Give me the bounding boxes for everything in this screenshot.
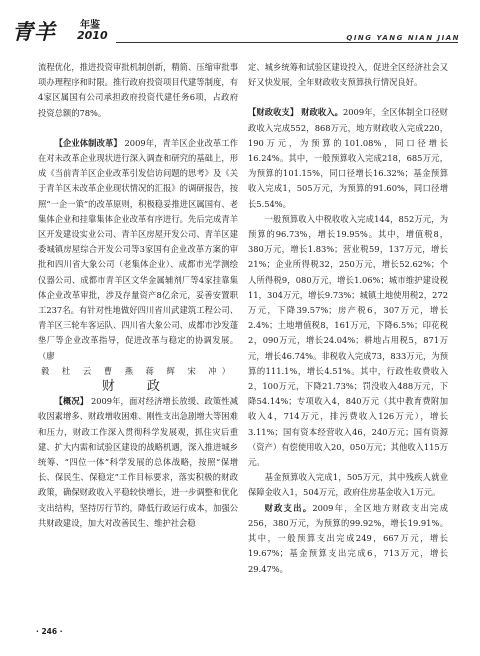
page-number: · 246 · [36, 627, 63, 636]
logo-year: 2010 [77, 29, 108, 42]
revenue-lead: 财政收入。 [301, 107, 343, 118]
paragraph-revenue [248, 105, 448, 211]
logo-word: 年鉴 [80, 20, 100, 31]
expenditure-text: 2009年，全区地方财政支出完成256，380万元，为预算的99.92%，增长19.91%。其中，一般预算支出完成249，667万元，增长19.67%；基金预算支出完成6，713万元，增长29.47%。 [248, 502, 448, 574]
paragraph-enterprise-reform [38, 136, 238, 364]
yearbook-logo: 青羊 [12, 19, 56, 44]
revenue-text: 2009年，全区体制全口径财政收入完成552，868万元，地方财政收入完成220，190万元，为预算的101.08%，同口径增长16.24%。其中，一般预算收入完成218，685万元，为预算的101.15%，同口径增长16.32%；基金预算收入完成1，505万元，为预算的91.60%，同口径增长5.54%。 [248, 107, 448, 209]
header-latin-title: QING YANG NIAN JIAN [346, 34, 460, 42]
paragraph-tax-revenue: 一般预算收入中税收收入完成144，852万元，为预算的96.73%，增长19.95%。其中，增值税8，380万元，增长1.83%；营业税59，137万元，增长21%；企业所得税32，250万元，增长52.62%；个人所得税9，080万元，增长1.06%；城市维护建设税11，304万元，增长9.73%；城镇土地使用税2，272万元，下降39.57%；房产税6，307万元，增长2.4%；土地增值税8，161万元，下降6.5%；印花税2，090万元，增长24.04%；耕地占用税5，871万元，增长46.74%。非税收入完成73，833万元，为预算的111.1%，增长4.51%。其中，行政性收费收入2，100万元，下降21.73%；罚没收入488万元，下降54.14%；专项收入4，840万元（其中教育费附加收入4，714万元，排污费收入126万元），增长3.11%；国有资本经营收入46，240万元；国有资源（资产）有偿使用收入20，050万元；其他收入115万元。 [248, 213, 448, 468]
left-column [38, 60, 238, 531]
author-names: 毅 杜 云 曹 燕 蒋 辉 宋 冲） [40, 365, 236, 376]
paragraph-overview [38, 394, 238, 531]
paragraph-approval-reform: 流程优化，推进投资审批机制创新，精简、压缩审批事项办理程序和时限。推行政府投资项目代建等制度，有4家区属国有公司承担政府投资代建任务6项，占政府投资总额的78%。 [38, 62, 238, 118]
section-tag-overview: 【概况】 [54, 396, 89, 407]
right-column [248, 60, 448, 577]
page-header [0, 0, 480, 60]
header-rule [116, 42, 458, 43]
expenditure-lead: 财政支出。 [264, 502, 313, 513]
paragraph-fund-revenue: 基金预算收入完成1，505万元，其中残疾人就业保障金收入1，504万元，政府住房基金收入1万元。 [248, 472, 448, 498]
paragraph-overview-cont: 定、城乡统筹和试验区建设投入，促进全区经济社会又好又快发展，全年财政收支预算执行情况良好。 [248, 62, 448, 88]
overview-text: 2009年，面对经济增长放缓、政策性减收因素增多、财政增收困难、刚性支出急剧增大等困难和压力，财政工作深入贯彻科学发展观，抓住灾后重建、扩大内需和试验区建设的战略机遇，深入推进城乡统筹、“四位一体”科学发展的总体战略，按照“保增长、保民生、保稳定”工作目标要求，落实积极的财政政策，确保财政收入平稳较快增长，进一步调整和优化支出结构，坚持厉行节约，降低行政运行成本，加强公共财政建设，加大对改善民生、维护社会稳 [38, 396, 238, 528]
section-title-finance: 财 政 [101, 379, 175, 395]
section-tag-enterprise: 【企业体制改革】 [54, 137, 122, 148]
enterprise-reform-text: 2009年，青羊区企业改革工作在对未改革企业现状进行深入调查和研究的基础上，形成《当前青羊区企业改革引发信访问题的思考》及《关于青羊区未改革企业现状情况的汇报》的调研报告，按照“一企一策”的改革原则，积极稳妥推进区属国有、老集体企业和挂靠集体企业改革有序进行。先后完成青羊区开发建设实业公司、青羊区房屋开发公司、青羊区建委城镇房屋综合开发公司等3家国有企业改革方案的审批和四川省大象公司（老集体企业）、成都市光学测绘仪器公司、成都市青羊区文华金属辅剂厂等4家挂靠集体企业改革审批，涉及存量资产8亿余元，妥善安置职工237名。有针对性地做好四川省川武建筑工程公司、青羊区三轮车客运队、四川省大象公司、成都市沙发蓬垫厂等企业改革指导，促进改革与稳定的协调发展。（廖 [38, 137, 238, 361]
paragraph-expenditure [248, 501, 448, 577]
section-tag-revenue-expenditure: 【财政收支】 [248, 107, 299, 118]
